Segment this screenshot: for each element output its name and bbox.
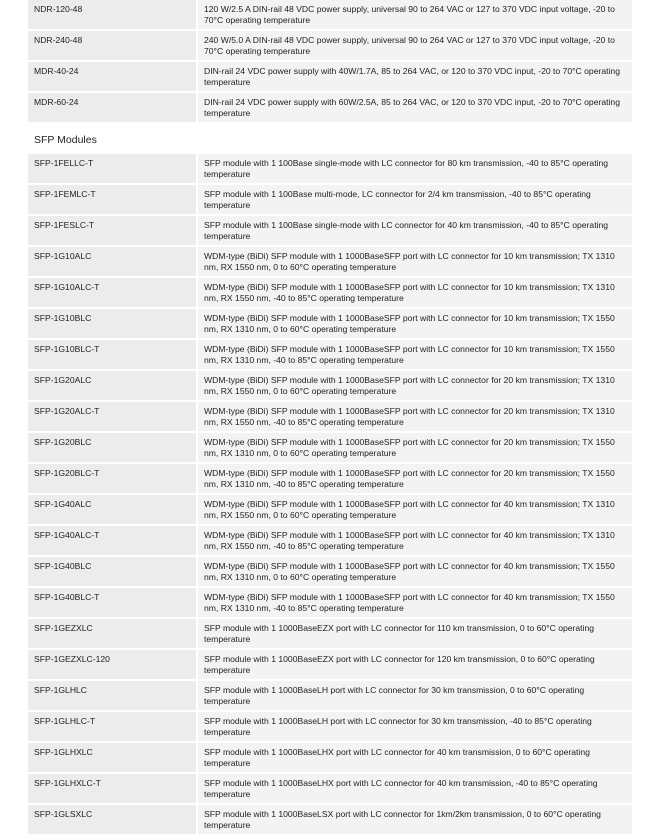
section-title-sfp-modules: SFP Modules (34, 134, 97, 146)
table-row (28, 805, 632, 836)
sfp-modules-table-body (28, 154, 632, 836)
model-cell: SFP-1G20ALC-T (28, 402, 198, 433)
table-row (28, 588, 632, 619)
model-cell: MDR-40-24 (28, 62, 198, 93)
model-cell: NDR-120-48 (28, 0, 198, 31)
description-cell: WDM-type (BiDi) SFP module with 1 1000BaseSFP port with LC connector for 20 km transmission; TX 1550 nm, RX 1310 nm, -40 to 85°C operating temperature (198, 464, 632, 495)
sfp-modules-table (28, 154, 632, 836)
description-cell: WDM-type (BiDi) SFP module with 1 1000BaseSFP port with LC connector for 40 km transmission; TX 1550 nm, RX 1310 nm, -40 to 85°C operating temperature (198, 588, 632, 619)
description-cell: DIN-rail 24 VDC power supply with 60W/2.5A, 85 to 264 VAC, or 120 to 370 VDC input, -20 to 70°C operating temperature (198, 93, 632, 124)
table-row (28, 216, 632, 247)
description-cell: SFP module with 1 100Base multi-mode, LC connector for 2/4 km transmission, -40 to 85°C operating temperature (198, 185, 632, 216)
table-row (28, 0, 632, 31)
table-row (28, 743, 632, 774)
table-row (28, 309, 632, 340)
model-cell: SFP-1G20BLC-T (28, 464, 198, 495)
table-row (28, 712, 632, 743)
table-row (28, 557, 632, 588)
description-cell: WDM-type (BiDi) SFP module with 1 1000BaseSFP port with LC connector for 40 km transmission; TX 1550 nm, RX 1310 nm, 0 to 60°C operating temperature (198, 557, 632, 588)
model-cell: SFP-1G10BLC (28, 309, 198, 340)
table-row (28, 93, 632, 124)
description-cell: WDM-type (BiDi) SFP module with 1 1000BaseSFP port with LC connector for 20 km transmission; TX 1310 nm, RX 1550 nm, 0 to 60°C operating temperature (198, 371, 632, 402)
table-row (28, 31, 632, 62)
model-cell: SFP-1GLHLC-T (28, 712, 198, 743)
table-row (28, 681, 632, 712)
model-cell: SFP-1G40ALC (28, 495, 198, 526)
table-row (28, 185, 632, 216)
table-row (28, 371, 632, 402)
description-cell: WDM-type (BiDi) SFP module with 1 1000BaseSFP port with LC connector for 10 km transmission; TX 1550 nm, RX 1310 nm, 0 to 60°C operating temperature (198, 309, 632, 340)
description-cell: SFP module with 1 1000BaseEZX port with LC connector for 110 km transmission, 0 to 60°C operating temperature (198, 619, 632, 650)
description-cell: 120 W/2.5 A DIN-rail 48 VDC power supply, universal 90 to 264 VAC or 127 to 370 VDC input voltage, -20 to 70°C operating temperature (198, 0, 632, 31)
model-cell: SFP-1G10ALC (28, 247, 198, 278)
table-row (28, 278, 632, 309)
description-cell: SFP module with 1 1000BaseLH port with LC connector for 30 km transmission, 0 to 60°C operating temperature (198, 681, 632, 712)
description-cell: WDM-type (BiDi) SFP module with 1 1000BaseSFP port with LC connector for 40 km transmission; TX 1310 nm, RX 1550 nm, 0 to 60°C operating temperature (198, 495, 632, 526)
table-row (28, 526, 632, 557)
table-row (28, 154, 632, 185)
table-row (28, 247, 632, 278)
description-cell: SFP module with 1 100Base single-mode with LC connector for 80 km transmission, -40 to 85°C operating temperature (198, 154, 632, 185)
model-cell: SFP-1FESLC-T (28, 216, 198, 247)
description-cell: WDM-type (BiDi) SFP module with 1 1000BaseSFP port with LC connector for 20 km transmission; TX 1310 nm, RX 1550 nm, -40 to 85°C operating temperature (198, 402, 632, 433)
model-cell: SFP-1GLHXLC-T (28, 774, 198, 805)
description-cell: SFP module with 1 1000BaseLSX port with LC connector for 1km/2km transmission, 0 to 60°C operating temperature (198, 805, 632, 836)
description-cell: SFP module with 1 1000BaseLHX port with LC connector for 40 km transmission, 0 to 60°C operating temperature (198, 743, 632, 774)
model-cell: SFP-1G20BLC (28, 433, 198, 464)
description-cell: SFP module with 1 1000BaseEZX port with LC connector for 120 km transmission, 0 to 60°C operating temperature (198, 650, 632, 681)
model-cell: SFP-1GLHLC (28, 681, 198, 712)
description-cell: 240 W/5.0 A DIN-rail 48 VDC power supply, universal 90 to 264 VAC or 127 to 370 VDC input voltage, -20 to 70°C operating temperature (198, 31, 632, 62)
description-cell: WDM-type (BiDi) SFP module with 1 1000BaseSFP port with LC connector for 10 km transmission; TX 1550 nm, RX 1310 nm, -40 to 85°C operating temperature (198, 340, 632, 371)
model-cell: SFP-1GEZXLC-120 (28, 650, 198, 681)
table-row (28, 650, 632, 681)
table-row (28, 619, 632, 650)
model-cell: SFP-1GLHXLC (28, 743, 198, 774)
model-cell: SFP-1FEMLC-T (28, 185, 198, 216)
description-cell: WDM-type (BiDi) SFP module with 1 1000BaseSFP port with LC connector for 10 km transmission; TX 1310 nm, RX 1550 nm, 0 to 60°C operating temperature (198, 247, 632, 278)
model-cell: SFP-1GLSXLC (28, 805, 198, 836)
model-cell: NDR-240-48 (28, 31, 198, 62)
table-row (28, 495, 632, 526)
table-row (28, 774, 632, 805)
model-cell: MDR-60-24 (28, 93, 198, 124)
model-cell: SFP-1G40ALC-T (28, 526, 198, 557)
description-cell: SFP module with 1 1000BaseLH port with LC connector for 30 km transmission, -40 to 85°C operating temperature (198, 712, 632, 743)
model-cell: SFP-1G40BLC (28, 557, 198, 588)
description-cell: WDM-type (BiDi) SFP module with 1 1000BaseSFP port with LC connector for 20 km transmission; TX 1550 nm, RX 1310 nm, 0 to 60°C operating temperature (198, 433, 632, 464)
table-row (28, 433, 632, 464)
power-supply-table-body (28, 0, 632, 124)
description-cell: WDM-type (BiDi) SFP module with 1 1000BaseSFP port with LC connector for 10 km transmission; TX 1310 nm, RX 1550 nm, -40 to 85°C operating temperature (198, 278, 632, 309)
model-cell: SFP-1FELLC-T (28, 154, 198, 185)
table-row (28, 402, 632, 433)
model-cell: SFP-1G10ALC-T (28, 278, 198, 309)
description-cell: SFP module with 1 1000BaseLHX port with LC connector for 40 km transmission, -40 to 85°C operating temperature (198, 774, 632, 805)
table-row (28, 340, 632, 371)
description-cell: DIN-rail 24 VDC power supply with 40W/1.7A, 85 to 264 VAC, or 120 to 370 VDC input, -20 to 70°C operating temperature (198, 62, 632, 93)
model-cell: SFP-1G20ALC (28, 371, 198, 402)
table-row (28, 62, 632, 93)
model-cell: SFP-1GEZXLC (28, 619, 198, 650)
power-supply-table (28, 0, 632, 124)
model-cell: SFP-1G10BLC-T (28, 340, 198, 371)
table-row (28, 464, 632, 495)
description-cell: WDM-type (BiDi) SFP module with 1 1000BaseSFP port with LC connector for 40 km transmission; TX 1310 nm, RX 1550 nm, -40 to 85°C operating temperature (198, 526, 632, 557)
description-cell: SFP module with 1 100Base single-mode with LC connector for 40 km transmission, -40 to 85°C operating temperature (198, 216, 632, 247)
document-page (28, 0, 632, 836)
model-cell: SFP-1G40BLC-T (28, 588, 198, 619)
